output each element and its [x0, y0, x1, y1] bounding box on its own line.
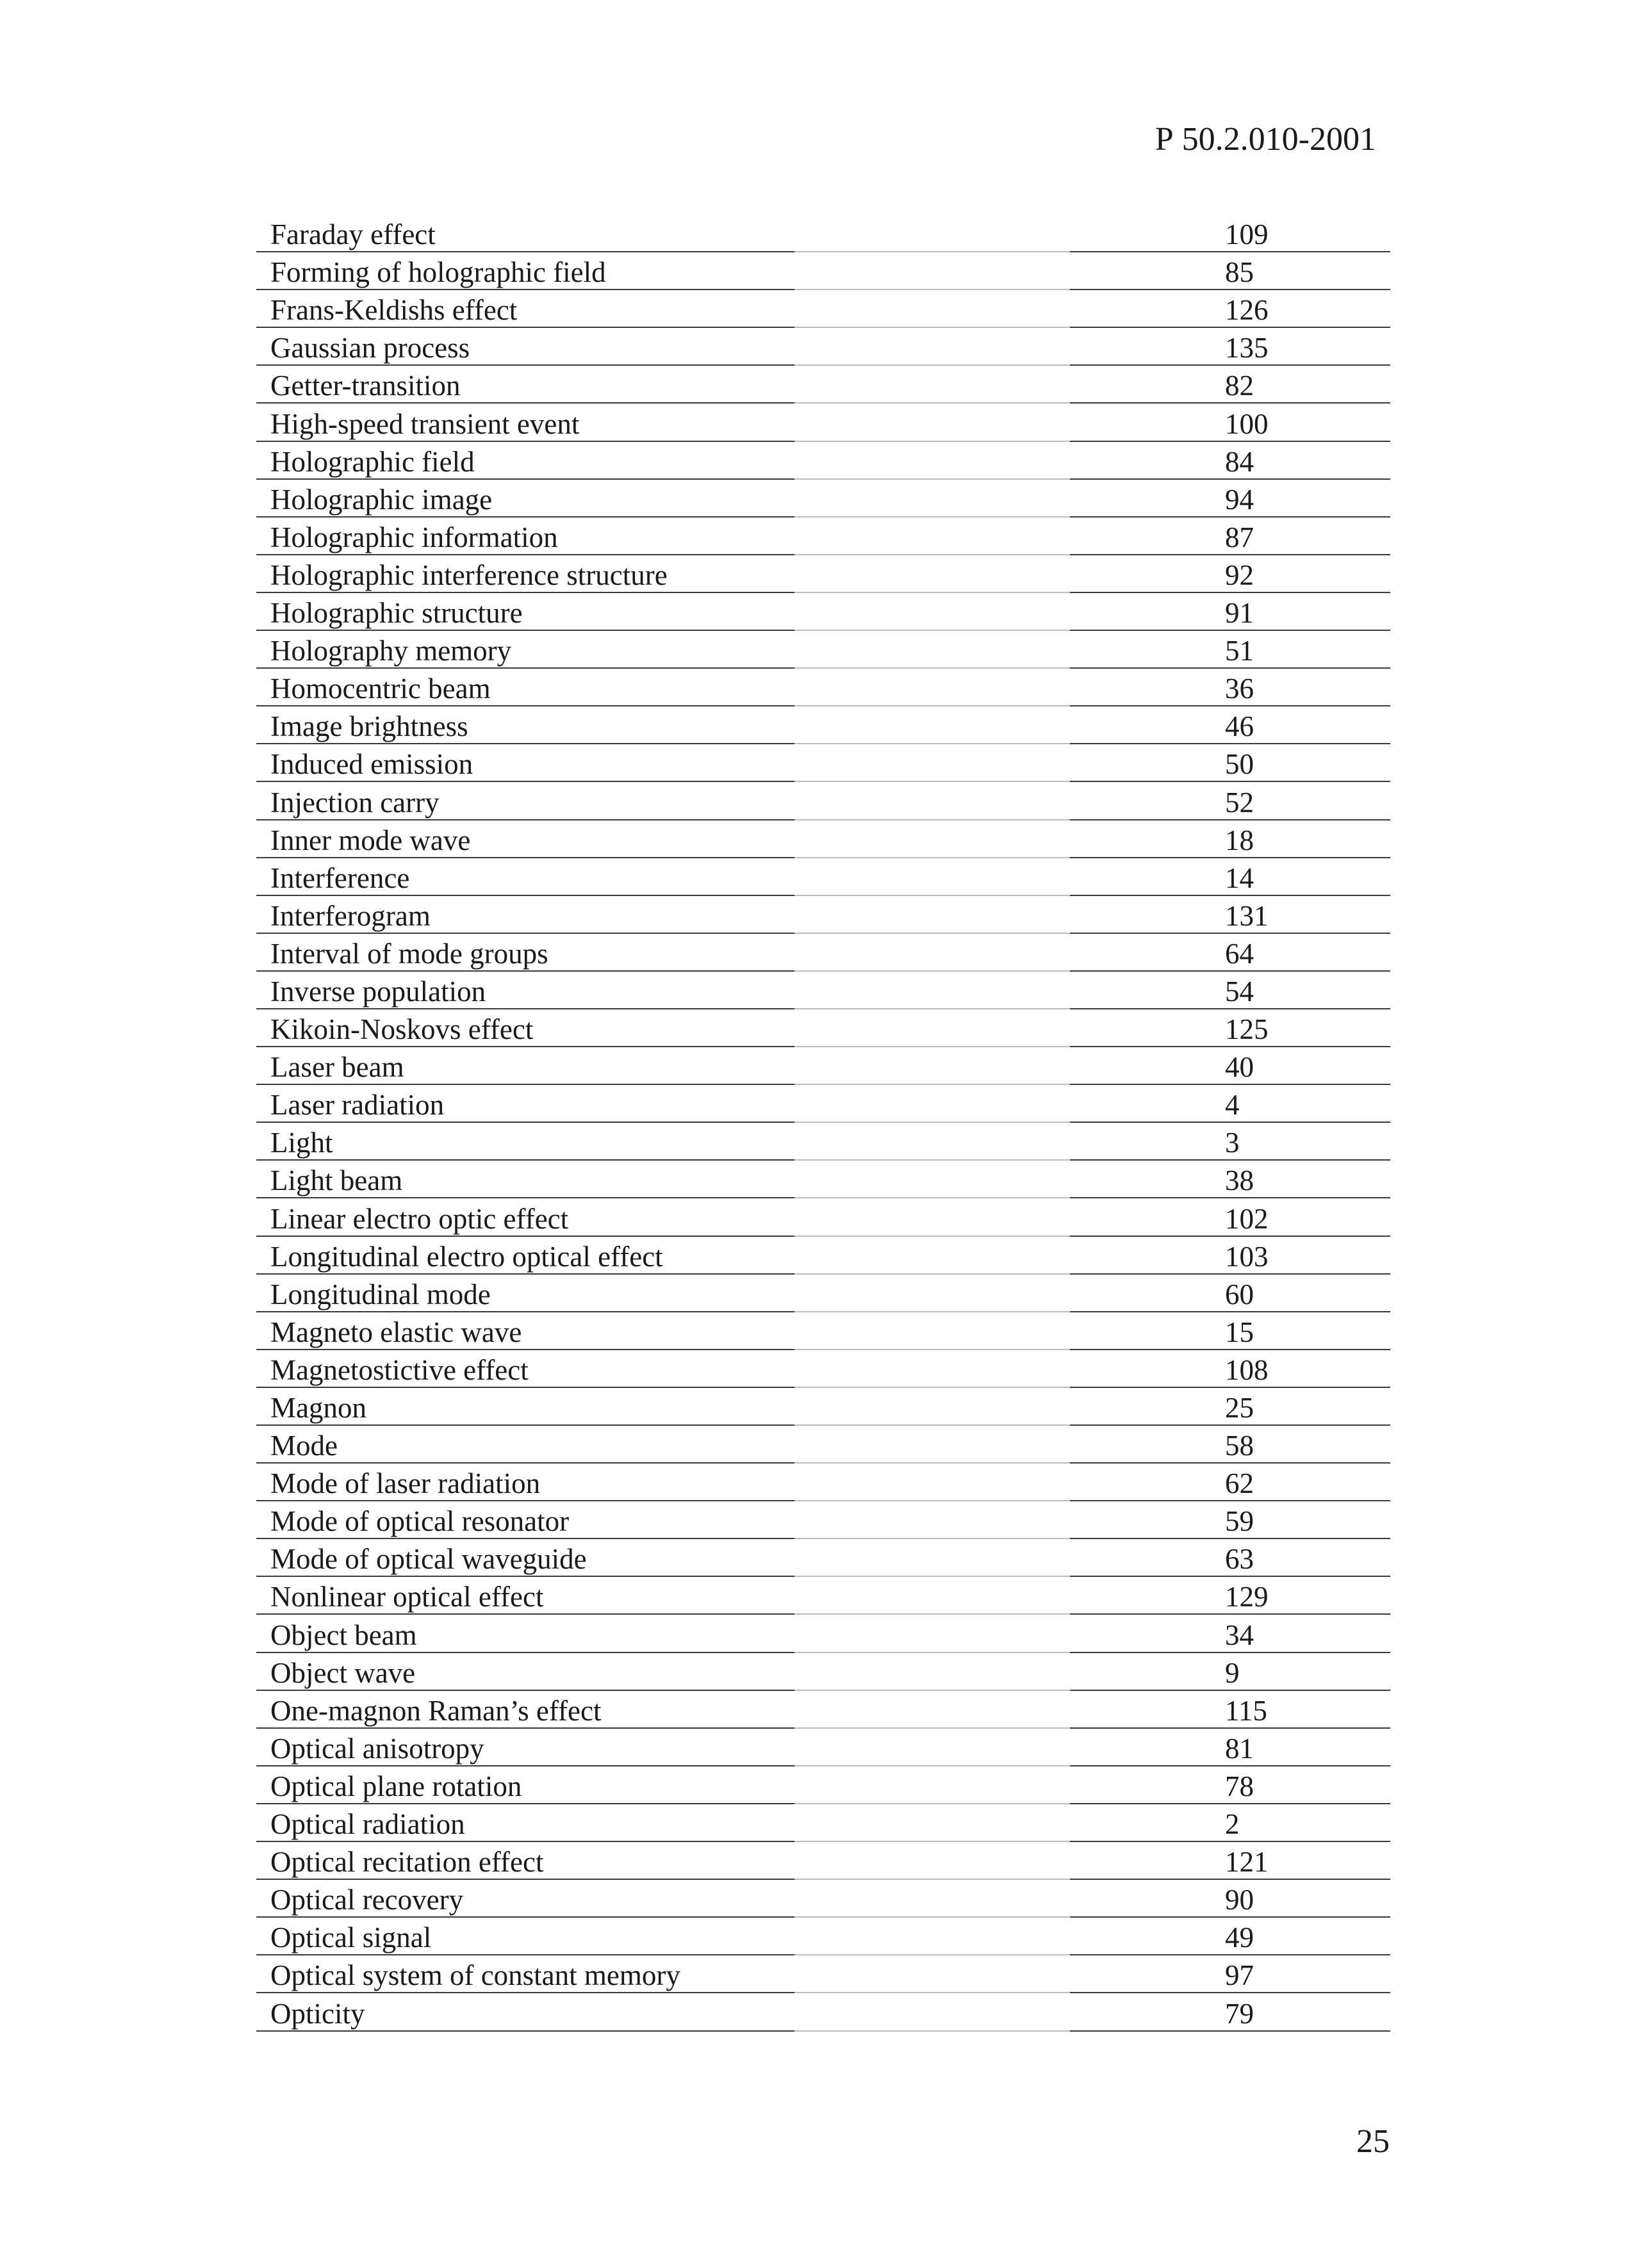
index-term: Optical radiation — [270, 1808, 465, 1841]
index-row — [256, 820, 1390, 858]
index-row — [256, 1161, 1390, 1198]
index-row — [256, 1577, 1390, 1615]
index-term: Mode of optical resonator — [270, 1505, 570, 1538]
index-row — [256, 404, 1390, 441]
index-number: 64 — [1225, 937, 1254, 970]
index-table — [256, 215, 1390, 2032]
index-term: Interferogram — [270, 899, 431, 932]
index-row — [256, 442, 1390, 480]
index-number: 90 — [1225, 1884, 1254, 1916]
index-term: Optical plane rotation — [270, 1770, 522, 1802]
index-term: Frans-Keldishs effect — [270, 294, 518, 327]
index-row — [256, 1198, 1390, 1236]
index-term: Gaussian process — [270, 332, 470, 364]
index-term: Holographic structure — [270, 597, 523, 630]
index-row — [256, 782, 1390, 820]
index-row — [256, 1350, 1390, 1388]
index-term: Interval of mode groups — [270, 937, 548, 970]
index-number: 34 — [1225, 1619, 1254, 1651]
index-number: 92 — [1225, 559, 1254, 591]
index-number: 97 — [1225, 1959, 1254, 1992]
index-row — [256, 1312, 1390, 1350]
index-number: 60 — [1225, 1278, 1254, 1310]
index-term: Optical recitation effect — [270, 1846, 544, 1879]
index-number: 87 — [1225, 521, 1254, 553]
index-number: 115 — [1225, 1694, 1267, 1727]
index-row — [256, 1615, 1390, 1652]
index-term: Light beam — [270, 1164, 403, 1197]
index-number: 103 — [1225, 1240, 1269, 1273]
index-row — [256, 518, 1390, 555]
index-term: Magneto elastic wave — [270, 1316, 522, 1348]
index-row — [256, 744, 1390, 782]
index-row — [256, 1237, 1390, 1275]
index-number: 15 — [1225, 1316, 1254, 1348]
index-number: 79 — [1225, 1997, 1254, 2030]
index-row — [256, 1275, 1390, 1312]
index-number: 62 — [1225, 1467, 1254, 1500]
index-number: 91 — [1225, 597, 1254, 630]
index-number: 36 — [1225, 673, 1254, 705]
index-number: 94 — [1225, 483, 1254, 516]
index-number: 46 — [1225, 710, 1254, 743]
index-row — [256, 858, 1390, 896]
index-term: Magnetostictive effect — [270, 1353, 529, 1386]
index-term: Optical anisotropy — [270, 1732, 484, 1765]
index-term: Image brightness — [270, 710, 468, 743]
index-number: 129 — [1225, 1581, 1269, 1613]
index-term: Forming of holographic field — [270, 256, 606, 289]
index-row — [256, 631, 1390, 669]
index-term: Mode of laser radiation — [270, 1467, 541, 1500]
index-number: 54 — [1225, 975, 1254, 1008]
index-row — [256, 215, 1390, 252]
index-row — [256, 1123, 1390, 1161]
index-row — [256, 1955, 1390, 1993]
index-number: 85 — [1225, 256, 1254, 289]
index-term: Faraday effect — [270, 218, 436, 251]
index-row — [256, 366, 1390, 404]
index-row — [256, 1009, 1390, 1047]
index-number: 121 — [1225, 1846, 1269, 1879]
page-number: 25 — [1356, 2123, 1390, 2160]
index-term: Injection carry — [270, 786, 440, 819]
index-row — [256, 1501, 1390, 1539]
index-row — [256, 1993, 1390, 2031]
index-number: 58 — [1225, 1430, 1254, 1462]
index-term: Linear electro optic effect — [270, 1202, 569, 1235]
index-number: 49 — [1225, 1921, 1254, 1954]
index-number: 100 — [1225, 407, 1269, 440]
index-number: 2 — [1225, 1808, 1240, 1841]
index-number: 3 — [1225, 1127, 1240, 1159]
index-number: 131 — [1225, 899, 1269, 932]
index-term: Optical signal — [270, 1921, 432, 1954]
index-term: Holography memory — [270, 635, 512, 667]
index-term: High-speed transient event — [270, 407, 580, 440]
index-number: 52 — [1225, 786, 1254, 819]
index-number: 63 — [1225, 1543, 1254, 1576]
index-term: Optical system of constant memory — [270, 1959, 680, 1992]
index-row — [256, 1464, 1390, 1501]
index-row — [256, 1918, 1390, 1955]
index-term: Light — [270, 1127, 333, 1159]
index-row — [256, 934, 1390, 972]
index-row — [256, 593, 1390, 631]
index-number: 108 — [1225, 1353, 1269, 1386]
index-number: 126 — [1225, 294, 1269, 327]
index-term: Longitudinal electro optical effect — [270, 1240, 663, 1273]
index-number: 109 — [1225, 218, 1269, 251]
index-number: 82 — [1225, 370, 1254, 402]
index-row — [256, 1388, 1390, 1426]
index-number: 40 — [1225, 1051, 1254, 1084]
index-row — [256, 896, 1390, 934]
index-term: Kikoin-Noskovs effect — [270, 1013, 534, 1046]
index-term: Nonlinear optical effect — [270, 1581, 544, 1613]
index-term: Interference — [270, 861, 410, 894]
index-term: Laser beam — [270, 1051, 404, 1084]
index-term: Inner mode wave — [270, 824, 471, 856]
index-row — [256, 1880, 1390, 1918]
index-row — [256, 1842, 1390, 1880]
index-row — [256, 1085, 1390, 1123]
index-term: Object wave — [270, 1656, 416, 1689]
index-term: Holographic field — [270, 445, 475, 478]
index-number: 50 — [1225, 748, 1254, 781]
index-term: Induced emission — [270, 748, 473, 781]
index-number: 51 — [1225, 635, 1254, 667]
index-term: Object beam — [270, 1619, 417, 1651]
index-row — [256, 1426, 1390, 1464]
index-number: 4 — [1225, 1089, 1240, 1122]
index-term: Mode — [270, 1430, 338, 1462]
index-number: 9 — [1225, 1656, 1240, 1689]
index-number: 78 — [1225, 1770, 1254, 1802]
index-number: 38 — [1225, 1164, 1254, 1197]
index-term: Inverse population — [270, 975, 486, 1008]
index-row — [256, 1804, 1390, 1842]
index-term: Homocentric beam — [270, 673, 491, 705]
index-number: 59 — [1225, 1505, 1254, 1538]
index-number: 135 — [1225, 332, 1269, 364]
index-term: Opticity — [270, 1997, 365, 2030]
index-number: 102 — [1225, 1202, 1269, 1235]
index-row — [256, 480, 1390, 518]
index-term: Longitudinal mode — [270, 1278, 491, 1310]
index-term: Optical recovery — [270, 1884, 464, 1916]
index-number: 25 — [1225, 1392, 1254, 1424]
index-term: Holographic interference structure — [270, 559, 668, 591]
index-term: Getter-transition — [270, 370, 461, 402]
index-term: Holographic image — [270, 483, 493, 516]
index-row — [256, 1766, 1390, 1804]
index-row — [256, 669, 1390, 706]
index-row — [256, 972, 1390, 1009]
index-row — [256, 290, 1390, 328]
index-row — [256, 706, 1390, 744]
index-term: One-magnon Raman’s effect — [270, 1694, 602, 1727]
index-term: Holographic information — [270, 521, 558, 553]
index-row — [256, 328, 1390, 366]
index-term: Laser radiation — [270, 1089, 445, 1122]
index-term: Magnon — [270, 1392, 366, 1424]
index-row — [256, 1691, 1390, 1729]
index-term: Mode of optical waveguide — [270, 1543, 587, 1576]
index-row — [256, 1539, 1390, 1577]
index-row — [256, 252, 1390, 290]
index-row — [256, 555, 1390, 593]
index-number: 81 — [1225, 1732, 1254, 1765]
index-row — [256, 1653, 1390, 1691]
index-number: 18 — [1225, 824, 1254, 856]
document-code: Р 50.2.010-2001 — [1155, 121, 1376, 158]
index-number: 14 — [1225, 861, 1254, 894]
index-row — [256, 1729, 1390, 1766]
index-number: 125 — [1225, 1013, 1269, 1046]
index-row — [256, 1047, 1390, 1085]
index-number: 84 — [1225, 445, 1254, 478]
